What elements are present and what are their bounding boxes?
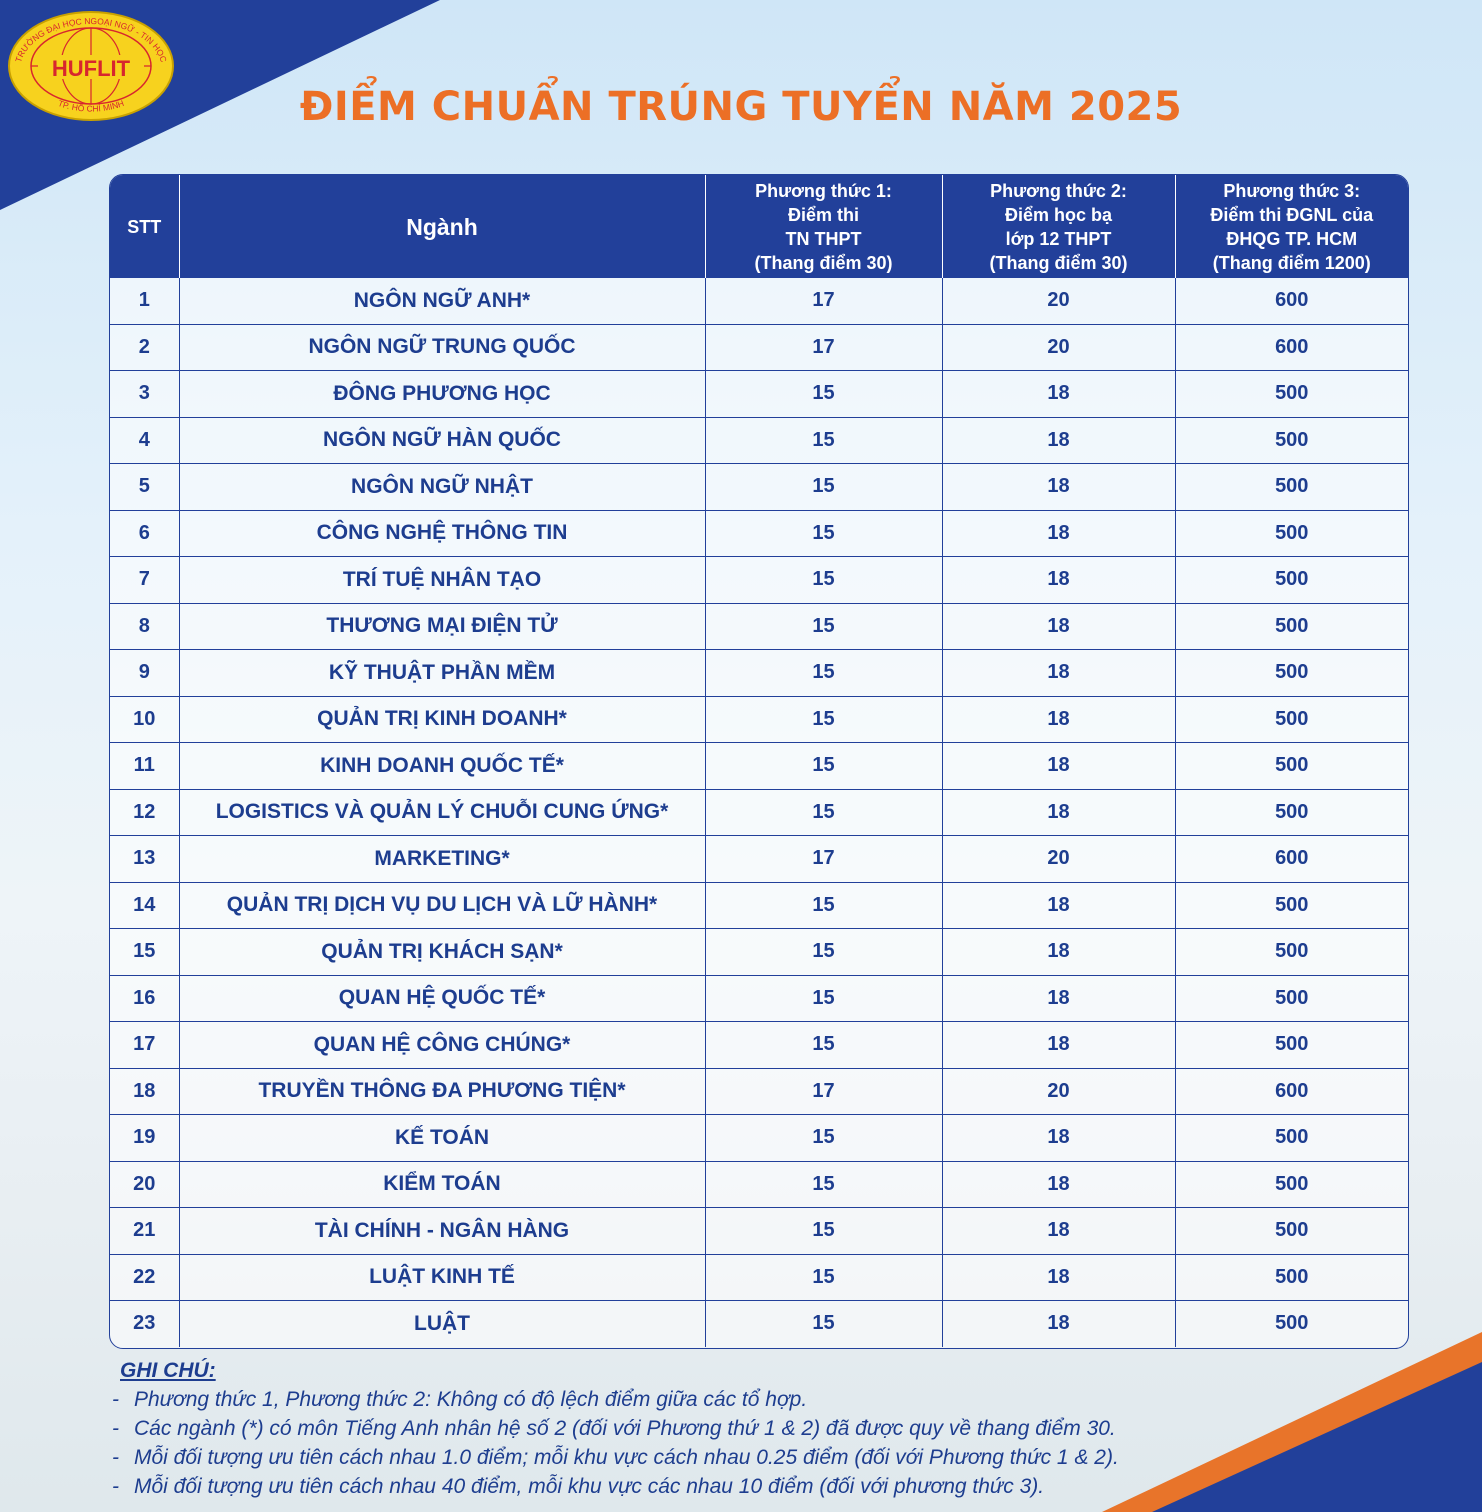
cell-pt1: 17 [705,836,942,883]
header-pt3: Phương thức 3: Điểm thi ĐGNL của ĐHQG TP. HCM (Thang điểm 1200) [1175,175,1408,278]
cell-pt2: 18 [942,603,1175,650]
table-row [110,836,1408,883]
cell-pt3: 600 [1175,1068,1408,1115]
table-row [110,1254,1408,1301]
cell-nganh: KIỂM TOÁN [179,1161,705,1208]
cell-stt: 1 [110,278,179,324]
cell-pt1: 15 [705,1115,942,1162]
table-row [110,650,1408,697]
svg-text:TP. HỒ CHÍ MINH: TP. HỒ CHÍ MINH [56,97,126,114]
cell-nganh: TRUYỀN THÔNG ĐA PHƯƠNG TIỆN* [179,1068,705,1115]
table-row [110,510,1408,557]
cell-nganh: KẾ TOÁN [179,1115,705,1162]
table-row [110,464,1408,511]
header-pt1: Phương thức 1: Điểm thi TN THPT (Thang điểm 30) [705,175,942,278]
cell-pt2: 18 [942,1254,1175,1301]
cell-nganh: THƯƠNG MẠI ĐIỆN TỬ [179,603,705,650]
cell-pt2: 18 [942,929,1175,976]
cell-pt3: 500 [1175,510,1408,557]
cell-nganh: CÔNG NGHỆ THÔNG TIN [179,510,705,557]
cell-pt2: 18 [942,696,1175,743]
cell-pt1: 15 [705,696,942,743]
cell-pt3: 500 [1175,650,1408,697]
cell-stt: 2 [110,324,179,371]
cell-pt1: 15 [705,975,942,1022]
cell-stt: 3 [110,371,179,418]
cell-pt3: 600 [1175,278,1408,324]
cell-pt2: 18 [942,1022,1175,1069]
cell-pt2: 18 [942,1301,1175,1347]
cell-nganh: MARKETING* [179,836,705,883]
header-pt2: Phương thức 2: Điểm học bạ lớp 12 THPT (Thang điểm 30) [942,175,1175,278]
notes-section [112,1356,1262,1501]
cell-pt3: 500 [1175,975,1408,1022]
cell-pt1: 15 [705,371,942,418]
cell-nganh: LUẬT [179,1301,705,1347]
cell-pt3: 500 [1175,882,1408,929]
cell-pt1: 15 [705,603,942,650]
cell-pt3: 500 [1175,371,1408,418]
cell-pt1: 15 [705,417,942,464]
cell-stt: 11 [110,743,179,790]
cell-pt2: 20 [942,1068,1175,1115]
cell-pt3: 500 [1175,789,1408,836]
cell-stt: 14 [110,882,179,929]
cell-pt3: 500 [1175,1254,1408,1301]
cell-pt3: 600 [1175,836,1408,883]
table-row [110,882,1408,929]
table-row [110,603,1408,650]
cell-pt2: 18 [942,789,1175,836]
cell-nganh: QUẢN TRỊ KINH DOANH* [179,696,705,743]
cell-pt3: 500 [1175,1022,1408,1069]
cell-pt2: 18 [942,371,1175,418]
cell-pt3: 500 [1275,1312,1309,1335]
note-item: - Các ngành (*) có môn Tiếng Anh nhân hệ số 2 (đối với Phương thứ 1 & 2) đã được quy về thang điểm 30. [112,1417,1116,1440]
cell-pt2: 18 [942,1161,1175,1208]
cell-pt1: 15 [705,510,942,557]
cell-pt1: 15 [705,464,942,511]
cell-pt1: 17 [705,1068,942,1115]
cell-pt2: 18 [942,1208,1175,1255]
table-row [110,417,1408,464]
cell-pt1: 15 [705,882,942,929]
table-row [110,1208,1408,1255]
cell-nganh: ĐÔNG PHƯƠNG HỌC [179,371,705,418]
cell-nganh: NGÔN NGỮ TRUNG QUỐC [179,324,705,371]
cell-stt: 21 [110,1208,179,1255]
cell-pt2: 20 [942,278,1175,324]
table-row [110,324,1408,371]
table-row [110,789,1408,836]
note-item: - Mỗi đối tượng ưu tiên cách nhau 40 điểm, mỗi khu vực các nhau 10 điểm (đối với phương thức 3). [112,1475,1045,1498]
cell-stt: 18 [110,1068,179,1115]
cell-pt3: 500 [1175,929,1408,976]
cell-pt2: 18 [942,975,1175,1022]
cell-pt2: 18 [942,882,1175,929]
cell-pt1: 15 [705,1208,942,1255]
table-row [110,278,1408,324]
cell-pt3: 500 [1175,696,1408,743]
page-title: ĐIỂM CHUẨN TRÚNG TUYỂN NĂM 2025 [299,84,1183,130]
score-table [109,174,1409,1349]
header-stt: STT [110,175,179,278]
cell-stt: 16 [110,975,179,1022]
table-row [110,1115,1408,1162]
table-row [110,975,1408,1022]
cell-stt: 20 [110,1161,179,1208]
cell-pt2: 20 [942,836,1175,883]
cell-pt3: 500 [1175,1208,1408,1255]
cell-pt1: 15 [705,929,942,976]
note-item: - Mỗi đối tượng ưu tiên cách nhau 1.0 điểm; mỗi khu vực cách nhau 0.25 điểm (đối với Phương thức 1 & 2). [112,1446,1119,1469]
cell-pt2: 18 [942,743,1175,790]
note-item: - Phương thức 1, Phương thức 2: Không có độ lệch điểm giữa các tổ hợp. [112,1388,808,1411]
cell-pt3: 500 [1175,603,1408,650]
cell-nganh: KỸ THUẬT PHẦN MỀM [179,650,705,697]
cell-pt2: 18 [942,1115,1175,1162]
table-header-row [110,175,1408,278]
cell-nganh: LUẬT KINH TẾ [179,1254,705,1301]
cell-nganh: QUẢN TRỊ KHÁCH SẠN* [179,929,705,976]
cell-pt2: 18 [942,464,1175,511]
cell-pt1: 15 [705,1254,942,1301]
cell-stt: 7 [110,557,179,604]
cell-nganh: QUAN HỆ CÔNG CHÚNG* [179,1022,705,1069]
cell-pt2: 18 [942,510,1175,557]
cell-pt1: 15 [705,1161,942,1208]
notes-title: GHI CHÚ: [120,1359,216,1382]
cell-pt1: 15 [705,789,942,836]
cell-nganh: TRÍ TUỆ NHÂN TẠO [179,557,705,604]
cell-stt: 17 [110,1022,179,1069]
table-row [110,929,1408,976]
table-row [110,371,1408,418]
cell-stt: 10 [110,696,179,743]
cell-pt3: 500 [1175,1161,1408,1208]
table-row [110,1301,1408,1347]
cell-pt1: 15 [705,743,942,790]
cell-pt3: 600 [1175,324,1408,371]
table-row [110,743,1408,790]
cell-stt: 9 [110,650,179,697]
cell-stt: 5 [110,464,179,511]
cell-stt: 8 [110,603,179,650]
cell-pt2: 18 [942,417,1175,464]
table-row [110,696,1408,743]
cell-stt: 4 [110,417,179,464]
svg-text:TRƯỜNG ĐẠI HỌC NGOẠI NGỮ - TIN: TRƯỜNG ĐẠI HỌC NGOẠI NGỮ - TIN HỌC [13,15,169,64]
cell-pt3: 500 [1175,743,1408,790]
cell-nganh: NGÔN NGỮ NHẬT [179,464,705,511]
cell-stt: 6 [110,510,179,557]
cell-nganh: NGÔN NGỮ HÀN QUỐC [179,417,705,464]
header-nganh: Ngành [179,175,705,278]
cell-nganh: KINH DOANH QUỐC TẾ* [179,743,705,790]
cell-stt: 22 [110,1254,179,1301]
table-row [110,1068,1408,1115]
cell-pt1: 15 [705,650,942,697]
cell-pt2: 20 [942,324,1175,371]
table-row [110,1022,1408,1069]
cell-stt: 23 [110,1301,179,1347]
cell-stt: 19 [110,1115,179,1162]
table-row [110,557,1408,604]
cell-pt1: 15 [705,557,942,604]
cell-stt: 15 [110,929,179,976]
cell-pt1: 15 [705,1301,942,1347]
cell-pt3: 500 [1175,464,1408,511]
table-row [110,1161,1408,1208]
cell-nganh: QUAN HỆ QUỐC TẾ* [179,975,705,1022]
cell-pt3: 500 [1175,417,1408,464]
cell-nganh: QUẢN TRỊ DỊCH VỤ DU LỊCH VÀ LỮ HÀNH* [179,882,705,929]
svg-text:HUFLIT: HUFLIT [51,56,131,81]
cell-nganh: NGÔN NGỮ ANH* [179,278,705,324]
cell-pt2: 18 [942,557,1175,604]
cell-nganh: LOGISTICS VÀ QUẢN LÝ CHUỖI CUNG ỨNG* [179,789,705,836]
cell-pt1: 17 [705,324,942,371]
cell-pt1: 15 [705,1022,942,1069]
cell-nganh: TÀI CHÍNH - NGÂN HÀNG [179,1208,705,1255]
cell-stt: 13 [110,836,179,883]
cell-stt: 12 [110,789,179,836]
cell-pt1: 17 [705,278,942,324]
cell-pt3: 500 [1175,557,1408,604]
cell-pt3: 500 [1175,1115,1408,1162]
cell-pt2: 18 [942,650,1175,697]
